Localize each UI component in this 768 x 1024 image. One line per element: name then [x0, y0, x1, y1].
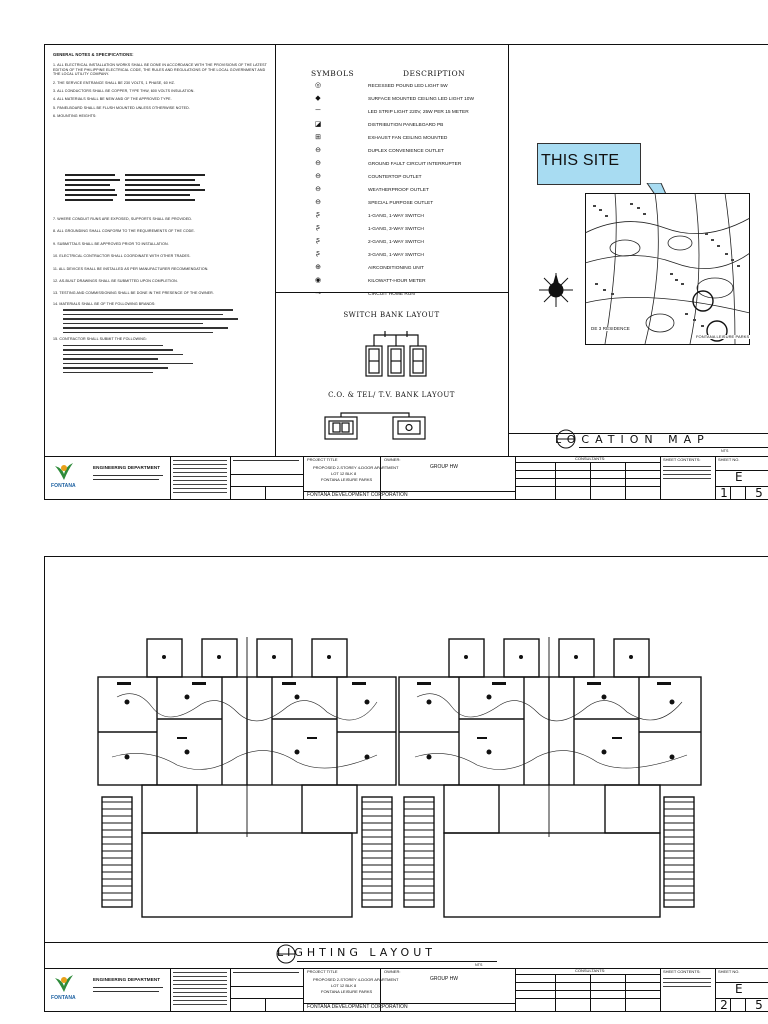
- symbol-description: LED STRIP LIGHT 220V, 25W PER 15 METER: [368, 110, 469, 115]
- switch-icon: ʂ: [316, 237, 320, 244]
- ceiling-light-icon: ◆: [315, 95, 321, 102]
- titleblock: [45, 968, 768, 1012]
- symbol-row: [307, 172, 539, 185]
- symbol-description: 2-GANG, 1-WAY SWITCH: [368, 240, 424, 245]
- symbol-row: [307, 289, 539, 302]
- switch-icon: ʂ: [316, 224, 320, 231]
- title-underline: [297, 961, 497, 962]
- project-title-label: PROJECT TITLE: [307, 969, 338, 974]
- home-run-icon: ⊸: [315, 290, 321, 297]
- company-name: FONTANA: [51, 995, 76, 1001]
- sheet-contents-label: SHEET CONTENTS:: [663, 969, 701, 974]
- map-scale: NTS: [721, 449, 729, 453]
- project-line: FONTANA LEISURE PARKS: [321, 989, 373, 994]
- project-line: PROPOSED 2-STOREY 4-DOOR APARTMENT: [313, 465, 399, 470]
- site-vicinity-map: [585, 193, 750, 345]
- note-item: 4. ALL MATERIALS SHALL BE NEW AND OF THE APPROVED TYPE.: [53, 97, 172, 102]
- symbol-description: DISTRIBUTION PANELBOARD PB: [368, 123, 444, 128]
- note-item: 5. PANELBOARD SHALL BE FLUSH MOUNTED UNLESS OTHERWISE NOTED.: [53, 105, 190, 110]
- project-line: LOT 12 BLK 8: [331, 471, 357, 476]
- lighting-floor-plan: [97, 637, 705, 919]
- sheet-number: 1: [720, 486, 728, 500]
- lighting-layout-title: LIGHTING LAYOUT: [277, 946, 436, 959]
- owner-label: OWNER:: [384, 969, 401, 974]
- symbol-description: CIRCUIT HOME RUN: [368, 292, 415, 297]
- symbol-description: SPECIAL PURPOSE OUTLET: [368, 201, 434, 206]
- switch-bank-diagram: [361, 329, 433, 381]
- switch-bank-title: SWITCH BANK LAYOUT: [343, 311, 440, 319]
- department-label: ENGINEERING DEPARTMENT: [93, 465, 161, 470]
- sheet-total: 5: [755, 486, 763, 500]
- owner-name: GROUP HW: [430, 464, 458, 470]
- sheet-letter: E: [735, 982, 743, 996]
- weatherproof-outlet-icon: ⊖: [315, 186, 321, 193]
- note-item: 2. THE SERVICE ENTRANCE SHALL BE 230 VOLTS, 1 PHASE, 60 HZ.: [53, 80, 176, 85]
- symbol-row: [307, 146, 539, 159]
- symbol-row: [307, 185, 539, 198]
- symbol-row: [307, 237, 539, 250]
- note-item: 15. CONTRACTOR SHALL SUBMIT THE FOLLOWING:: [53, 337, 147, 342]
- map-label: DE 3 RESIDENCE: [591, 326, 630, 331]
- countertop-outlet-icon: ⊖: [315, 173, 321, 180]
- note-item: 1. ALL ELECTRICAL INSTALLATION WORKS SHALL BE DONE IN ACCORDANCE WITH THE PROVISIONS OF THE LATEST EDITION OF THE PHILIPPINE ELECTRICAL CODE, THE RULES AND REGULATIONS OF THE LOCAL GOVERNMENT AND THE LOCAL UTILITY COMPANY.: [53, 63, 267, 77]
- symbol-description: WEATHERPROOF OUTLET: [368, 188, 429, 193]
- developer-name: FONTANA DEVELOPMENT CORPORATION: [307, 1004, 408, 1010]
- symbols-legend: [307, 69, 507, 297]
- gfci-outlet-icon: ⊖: [315, 160, 321, 167]
- department-label: ENGINEERING DEPARTMENT: [93, 977, 161, 982]
- note-item: 6. MOUNTING HEIGHTS:: [53, 114, 97, 119]
- recessed-light-icon: ◎: [314, 82, 322, 89]
- note-item: 8. ALL GROUNDING SHALL CONFORM TO THE REQUIREMENTS OF THE CODE.: [53, 229, 195, 234]
- description-header: DESCRIPTION: [403, 69, 466, 78]
- switch-icon: ʂ: [316, 250, 320, 257]
- mounting-heights-table: [65, 171, 265, 211]
- this-site-callout: [537, 143, 641, 185]
- note-item: 14. MATERIALS SHALL BE OF THE FOLLOWING BRANDS:: [53, 301, 156, 306]
- symbol-row: [307, 159, 539, 172]
- symbol-description: 1-GANG, 3-WAY SWITCH: [368, 227, 424, 232]
- note-item: 12. AS-BUILT DRAWINGS SHALL BE SUBMITTED UPON COMPLETION.: [53, 279, 178, 284]
- symbol-description: DUPLEX CONVENIENCE OUTLET: [368, 149, 444, 154]
- owner-name: GROUP HW: [430, 976, 458, 982]
- drawing-sheet-1: [44, 44, 768, 500]
- symbol-row: [307, 211, 539, 224]
- consultants-label: CONSULTANTS:: [575, 456, 606, 461]
- symbol-description: KILOWATT-HOUR METER: [368, 279, 426, 284]
- company-name: FONTANA: [51, 483, 76, 489]
- note-item: 11. ALL DEVICES SHALL BE INSTALLED AS PER MANUFACTURER RECOMMENDATION.: [53, 266, 209, 271]
- note-item: 7. WHERE CONDUIT RUNS ARE EXPOSED, SUPPORTS SHALL BE PROVIDED.: [53, 217, 193, 221]
- note-item: 3. ALL CONDUCTORS SHALL BE COPPER, TYPE THW, 600 VOLTS INSULATION.: [53, 89, 195, 94]
- outlet-icon: ⊖: [315, 147, 321, 154]
- symbol-description: SURFACE MOUNTED CEILING LED LIGHT 10W: [368, 97, 474, 102]
- project-line: FONTANA LEISURE PARKS: [321, 477, 373, 482]
- panelboard-icon: ◪: [314, 121, 322, 128]
- symbol-row: [307, 81, 539, 94]
- symbol-description: AIRCONDITIONING UNIT: [368, 266, 424, 271]
- sheet-contents-label: SHEET CONTENTS:: [663, 457, 701, 462]
- project-line: PROPOSED 2-STOREY 4-DOOR APARTMENT: [313, 977, 399, 982]
- symbol-row: [307, 120, 539, 133]
- meter-icon: ◉: [314, 277, 322, 284]
- notes-title: GENERAL NOTES & SPECIFICATIONS:: [53, 53, 134, 57]
- strip-light-icon: ─: [315, 107, 321, 114]
- divider: [45, 942, 768, 943]
- sheet-no-label: SHEET NO.: [718, 457, 740, 462]
- layout-scale: NTS: [475, 963, 483, 967]
- consultants-label: CONSULTANTS:: [575, 968, 606, 973]
- titleblock: [45, 456, 768, 500]
- symbol-description: RECESSED POUND LED LIGHT 5W: [368, 84, 448, 89]
- symbol-row: [307, 107, 539, 120]
- note-item: 13. TESTING AND COMMISSIONING SHALL BE DONE IN THE PRESENCE OF THE OWNER.: [53, 291, 214, 296]
- title-marker-icon: [555, 429, 577, 449]
- location-map-title: LOCATION MAP: [555, 433, 710, 446]
- symbol-row: [307, 276, 539, 289]
- owner-label: OWNER:: [384, 457, 401, 462]
- project-title-label: PROJECT TITLE: [307, 457, 338, 462]
- note-item: 10. ELECTRICAL CONTRACTOR SHALL COORDINATE WITH OTHER TRADES.: [53, 254, 191, 259]
- co-tel-bank-diagram: [323, 411, 433, 443]
- sheet-letter: E: [735, 470, 743, 484]
- symbol-row: [307, 263, 539, 276]
- project-line: LOT 12 BLK 8: [331, 983, 357, 988]
- special-outlet-icon: ⊖: [315, 199, 321, 206]
- symbol-description: 1-GANG, 1-WAY SWITCH: [368, 214, 424, 219]
- sheet-no-label: SHEET NO.: [718, 969, 740, 974]
- sheet-total: 5: [755, 998, 763, 1012]
- note-item: 9. SUBMITTALS SHALL BE APPROVED PRIOR TO INSTALLATION.: [53, 241, 169, 246]
- symbol-row: [307, 250, 539, 263]
- symbol-description: GROUND FAULT CIRCUIT INTERRUPTER: [368, 162, 462, 167]
- switch-icon: ʂ: [316, 211, 320, 218]
- title-underline: [579, 447, 768, 448]
- callout-text: THIS SITE: [541, 152, 620, 169]
- drawing-sheet-2: [44, 556, 768, 1012]
- symbol-row: [307, 133, 539, 146]
- exhaust-fan-icon: ⊞: [315, 134, 321, 141]
- map-label: FONTANA LEISURE PARKS: [696, 334, 750, 339]
- company-logo-icon: [53, 460, 75, 482]
- symbol-description: 3-GANG, 1-WAY SWITCH: [368, 253, 424, 258]
- sheet-number: 2: [720, 998, 728, 1012]
- aircon-icon: ⊕: [315, 264, 321, 271]
- developer-name: FONTANA DEVELOPMENT CORPORATION: [307, 492, 408, 498]
- symbol-row: [307, 94, 539, 107]
- symbol-row: [307, 224, 539, 237]
- symbol-description: EXHAUST FAN CEILING MOUNTED: [368, 136, 448, 141]
- co-bank-title: C.O. & TEL/ T.V. BANK LAYOUT: [328, 391, 455, 399]
- company-logo-icon: [53, 972, 75, 994]
- general-notes: [53, 53, 271, 453]
- symbol-description: COUNTERTOP OUTLET: [368, 175, 422, 180]
- north-arrow-icon: [537, 271, 575, 309]
- symbols-header: SYMBOLS: [311, 69, 355, 78]
- symbol-row: [307, 198, 539, 211]
